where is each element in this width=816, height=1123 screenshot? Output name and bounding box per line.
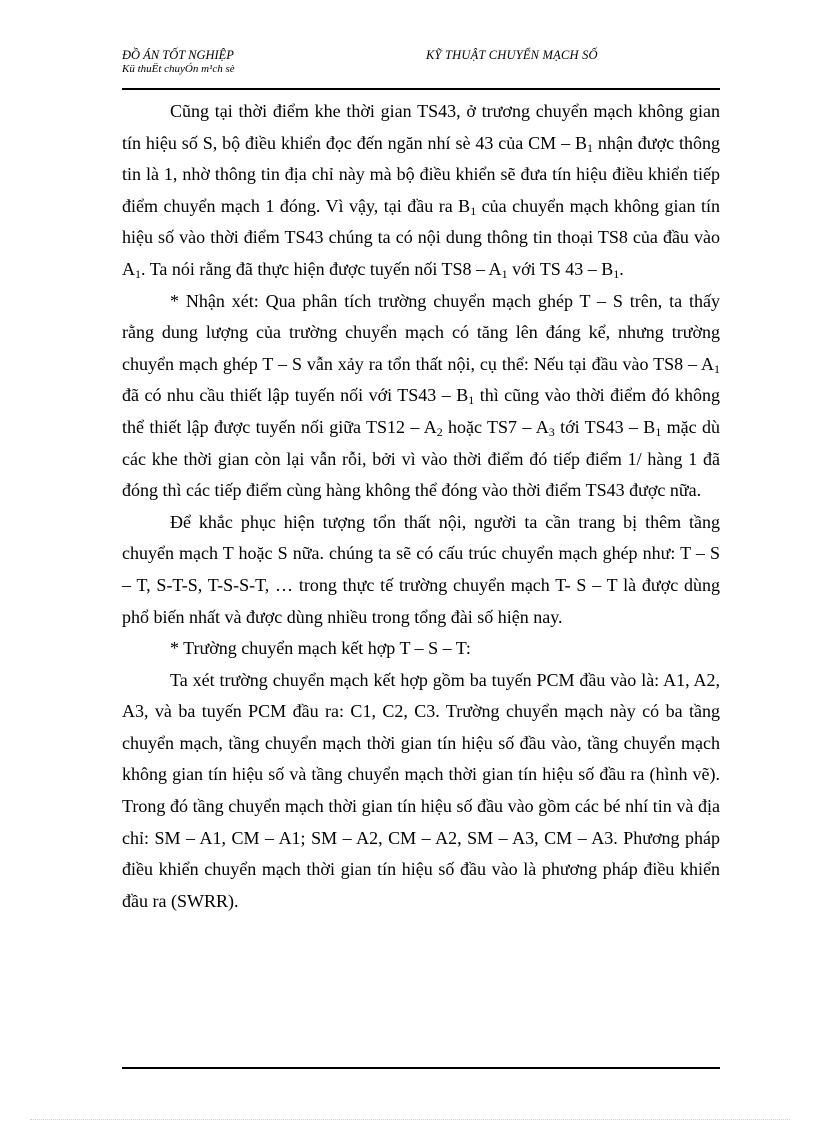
subscript: 1 [135, 266, 141, 281]
subscript: 1 [587, 140, 593, 155]
subscript: 1 [655, 424, 662, 439]
paragraph [122, 96, 720, 286]
text-run: với TS 43 – B [507, 258, 614, 279]
text-run: hoặc TS7 – A [442, 416, 549, 437]
text-run: * Trường chuyển mạch kết hợp T – S – T: [170, 638, 471, 659]
header-left [122, 48, 235, 76]
header-rule [122, 88, 720, 90]
page-edge-dots [30, 1119, 790, 1120]
text-run: mặc dù các khe thời gian còn lại vẫn rỗi, bởi vì vào thời điểm đó tiếp điểm 1/ hàng 1 đã đóng thì các tiếp điểm cùng hàng không thể đóng vào thời điểm TS43 được nữa. [122, 416, 720, 501]
paragraph [122, 507, 720, 633]
header-thesis-title: ĐỒ ÁN TỐT NGHIỆP [122, 48, 234, 62]
text-run: nhận được thông tin là 1, nhờ thông tin địa chỉ này mà bộ điều khiển sẽ đưa tín hiệu điều khiển tiếp điểm chuyển mạch 1 đóng. Vì vậy, tại đầu ra B [122, 132, 720, 216]
text-run: của chuyển mạch không gian tín hiệu số vào thời điểm TS43 chúng ta có nội dung thông tin thoại TS8 của đầu vào A [122, 195, 720, 279]
paragraph [122, 286, 720, 507]
subscript: 1 [470, 203, 477, 218]
subscript: 1 [468, 393, 475, 408]
text-run: tới TS43 – B [554, 416, 656, 437]
footer-rule [122, 1067, 720, 1069]
subscript: 1 [613, 266, 620, 281]
subscript: 2 [436, 424, 443, 439]
paragraph [122, 665, 720, 918]
text-run: * Nhận xét: Qua phân tích trường chuyển mạch ghép T – S trên, ta thấy rằng dung lượng của trường chuyển mạch có tăng lên đáng kể, nhưng trường chuyển mạch ghép T – S vẫn xảy ra tổn thất nội, cụ thể: Nếu tại đầu vào TS8 – A [122, 290, 720, 374]
text-run: . Ta nói rằng đã thực hiện được tuyến nối TS8 – A [141, 258, 502, 279]
text-run: thì cũng vào thời điểm đó không thể thiết lập được tuyến nối giữa TS12 – A [122, 385, 720, 437]
text-run: Để khắc phục hiện tượng tổn thất nội, người ta cần trang bị thêm tầng chuyển mạch T hoặc S nữa. chúng ta sẽ có cấu trúc chuyển mạch ghép như: T – S – T, S-T-S, T-S-S-T, … trong thực tế trường chuyển mạch T- S – T là được dùng phổ biến nhất và được dùng nhiều trong tổng đài số hiện nay. [122, 511, 720, 627]
text-run: đã có nhu cầu thiết lập tuyến nối với TS43 – B [122, 385, 469, 406]
subscript: 1 [501, 266, 508, 281]
text-run: Cũng tại thời điểm khe thời gian TS43, ở trương chuyển mạch không gian tín hiệu số S, bộ điều khiển đọc đến ngăn nhí sè 43 của CM – B [122, 101, 720, 153]
header-chapter-title: KỸ THUẬT CHUYỂN MẠCH SỐ [426, 48, 598, 62]
body-text [122, 96, 720, 917]
text-run: Ta xét trường chuyển mạch kết hợp gồm ba tuyến PCM đầu vào là: A1, A2, A3, và ba tuyến PCM đầu ra: C1, C2, C3. Trường chuyển mạch này có ba tầng chuyển mạch, tầng chuyển mạch thời gian tín hiệu số đầu vào, tầng chuyển mạch không gian tín hiệu số và tầng chuyển mạch thời gian tín hiệu số đầu ra (hình vẽ). Trong đó tầng chuyển mạch thời gian tín hiệu số đầu vào gồm các bé nhí tin và địa chỉ: SM – A1, CM – A1; SM – A2, CM – A2, SM – A3, CM – A3. Phương pháp điều khiển chuyển mạch thời gian tín hiệu số đầu vào là phương pháp điều khiển đầu ra (SWRR). [122, 669, 720, 911]
header-subject: Kü thuËt chuyÓn m¹ch sè [122, 63, 235, 75]
paragraph [122, 633, 720, 665]
subscript: 3 [548, 424, 555, 439]
text-run: . [619, 258, 624, 279]
subscript: 1 [714, 361, 720, 376]
